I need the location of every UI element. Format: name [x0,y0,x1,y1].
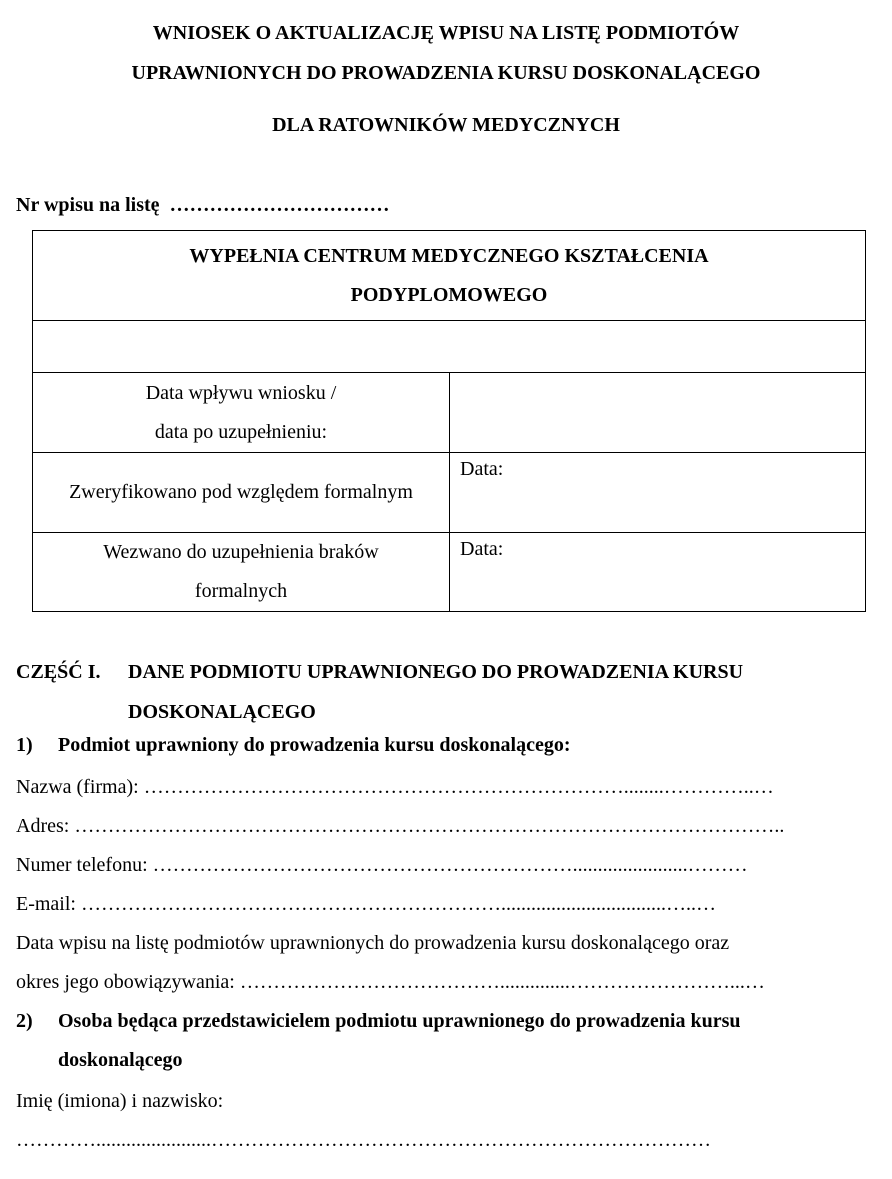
registry-number-field[interactable]: …………………………… [169,194,390,216]
section-2-number: 2) [16,1010,33,1032]
name-field[interactable]: Nazwa (firma): ………………………………………………………………........…………..… [16,776,774,798]
part-1-heading [16,653,744,723]
registry-number-label: Nr wpisu na listę [16,194,160,216]
part-1-title-line-1: DANE PODMIOTU UPRAWNIONEGO DO PROWADZENIA KURSU [128,661,744,683]
table-row [33,373,865,453]
document-title-line-1: WNIOSEK O AKTUALIZACJĘ WPISU NA LISTĘ PODMIOTÓW [152,22,740,44]
called-to-complete-date-field[interactable]: Data: [460,538,504,560]
section-1-number: 1) [16,734,33,756]
verified-date-field[interactable]: Data: [460,458,504,480]
office-use-table [32,230,866,612]
table-row [33,533,865,611]
verified-label [33,453,450,532]
document-title-line-3: DLA RATOWNIKÓW MEDYCZNYCH [272,114,620,136]
representative-name-label: Imię (imiona) i nazwisko: [16,1090,224,1112]
office-use-header [33,231,865,321]
called-to-complete-label-line-2: formalnych [194,580,288,602]
verified-label-line-1: Zweryfikowano pod względem formalnym [69,481,413,503]
receipt-date-label-line-1: Data wpływu wniosku / [145,381,337,404]
part-1-title-line-2: DOSKONALĄCEGO [128,701,316,723]
section-2-title-line-1: Osoba będąca przedstawicielem podmiotu uprawnionego do prowadzenia kursu [58,1010,741,1032]
called-to-complete-label [33,533,450,611]
office-use-title-line-1: WYPEŁNIA CENTRUM MEDYCZNEGO KSZTAŁCENIA [189,245,709,267]
registry-number-row [16,193,390,217]
office-use-title-line-2: PODYPLOMOWEGO [350,284,548,306]
section-2-title-line-2: doskonalącego [58,1049,183,1071]
registry-date-field[interactable]: okres jego obowiązywania: …………………………………..............……………………...… [16,971,765,993]
address-field[interactable]: Adres: …………………………………………………………………………………………….. [16,815,785,837]
section-1-title: Podmiot uprawniony do prowadzenia kursu doskonalącego: [58,734,571,756]
representative-name-field[interactable]: ………….......................………………………………………………………………… [16,1129,711,1151]
receipt-date-label [33,373,450,452]
called-to-complete-label-line-1: Wezwano do uzupełnienia braków [103,541,379,563]
document-title-line-2: UPRAWNIONYCH DO PROWADZENIA KURSU DOSKONALĄCEGO [131,62,761,84]
part-1-number: CZĘŚĆ I. [16,661,101,683]
phone-field[interactable]: Numer telefonu: ……………………………………………………….......................……… [16,854,748,876]
table-row [33,453,865,533]
office-use-empty-row[interactable] [33,321,865,373]
registry-date-label: Data wpisu na listę podmiotów uprawnionych do prowadzenia kursu doskonalącego oraz [16,932,730,954]
receipt-date-value[interactable] [450,373,865,452]
receipt-date-label-line-2: data po uzupełnieniu: [154,420,328,443]
email-field[interactable]: E-mail: ……………………………………………………….................................…..… [16,893,716,915]
